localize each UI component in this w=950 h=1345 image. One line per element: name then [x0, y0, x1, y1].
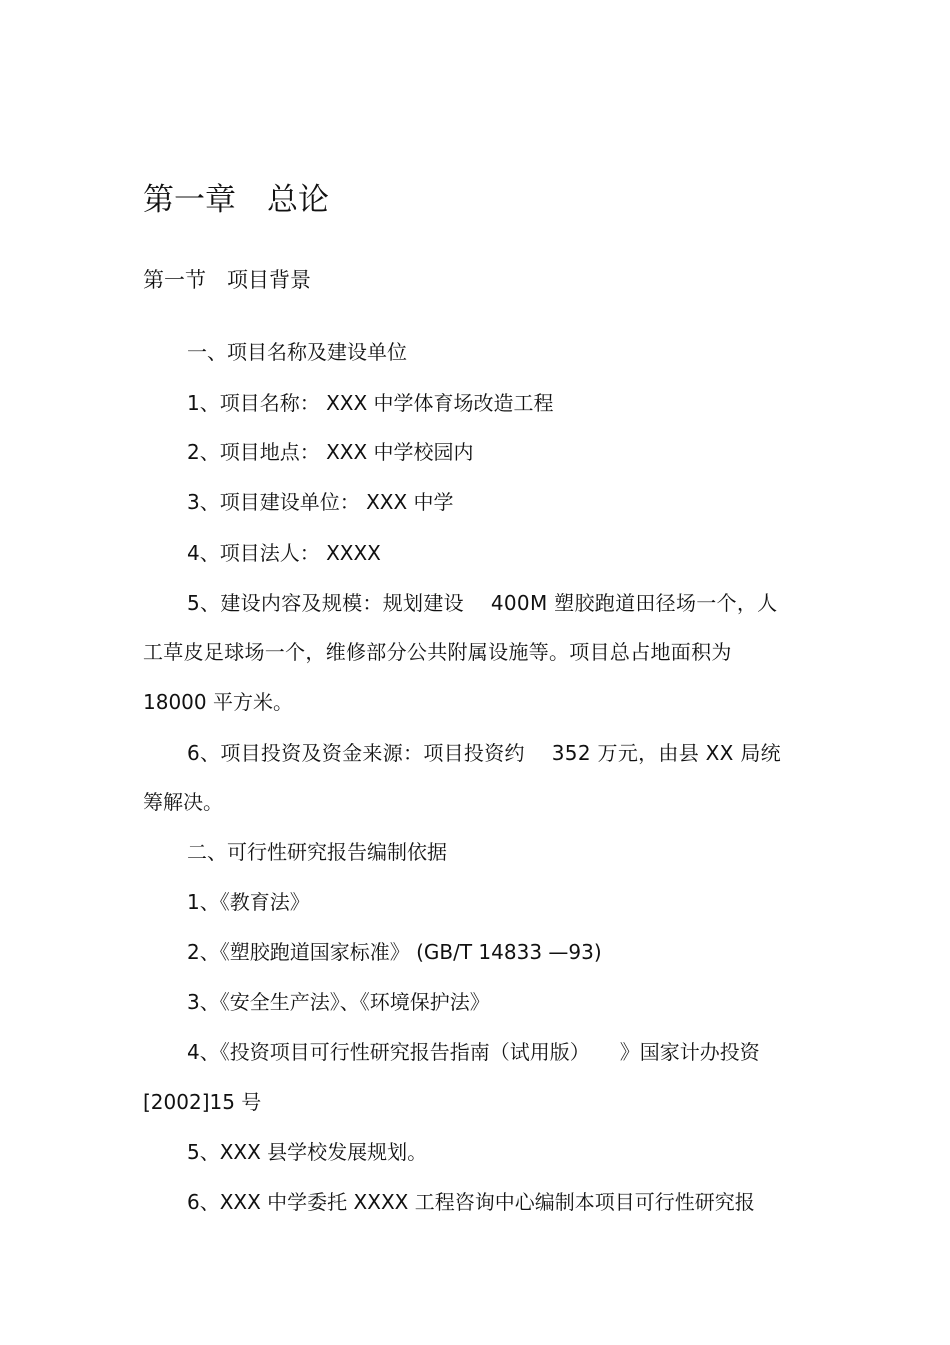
paragraph-investment-line2: 筹解决。: [143, 790, 223, 814]
list-item-project-location: 2、项目地点： XXX 中学校园内: [187, 440, 474, 464]
heading-project-name: 一、项目名称及建设单位: [187, 340, 407, 364]
list-item-construction-unit: 3、项目建设单位： XXX 中学: [187, 490, 454, 514]
paragraph-scope-line3: 18000 平方米。: [143, 690, 293, 714]
list-item-development-plan: 5、XXX 县学校发展规划。: [187, 1140, 428, 1164]
list-item-commission: 6、XXX 中学委托 XXXX 工程咨询中心编制本项目可行性研究报: [187, 1190, 755, 1214]
section-title: 第一节 项目背景: [143, 268, 311, 292]
list-item-project-name: 1、项目名称： XXX 中学体育场改造工程: [187, 391, 554, 415]
paragraph-scope-line2: 工草皮足球场一个，维修部分公共附属设施等。项目总占地面积为: [143, 640, 732, 664]
list-item-guide-line1: 4、《投资项目可行性研究报告指南（试用版） 》国家计办投资: [187, 1040, 760, 1064]
paragraph-investment-line1: 6、项目投资及资金来源：项目投资约 352 万元，由县 XX 局统: [187, 741, 781, 765]
list-item-education-law: 1、《教育法》: [187, 890, 310, 914]
list-item-safety-law: 3、《安全生产法》、《环境保护法》: [187, 990, 490, 1014]
chapter-title: 第一章 总论: [143, 182, 329, 218]
paragraph-scope-line1: 5、建设内容及规模：规划建设 400M 塑胶跑道田径场一个，人: [187, 591, 778, 615]
list-item-legal-person: 4、项目法人： XXXX: [187, 541, 381, 565]
heading-basis: 二、可行性研究报告编制依据: [187, 840, 447, 864]
list-item-guide-line2: [2002]15 号: [143, 1090, 262, 1114]
list-item-track-standard: 2、《塑胶跑道国家标准》 (GB/T 14833 —93): [187, 940, 602, 964]
